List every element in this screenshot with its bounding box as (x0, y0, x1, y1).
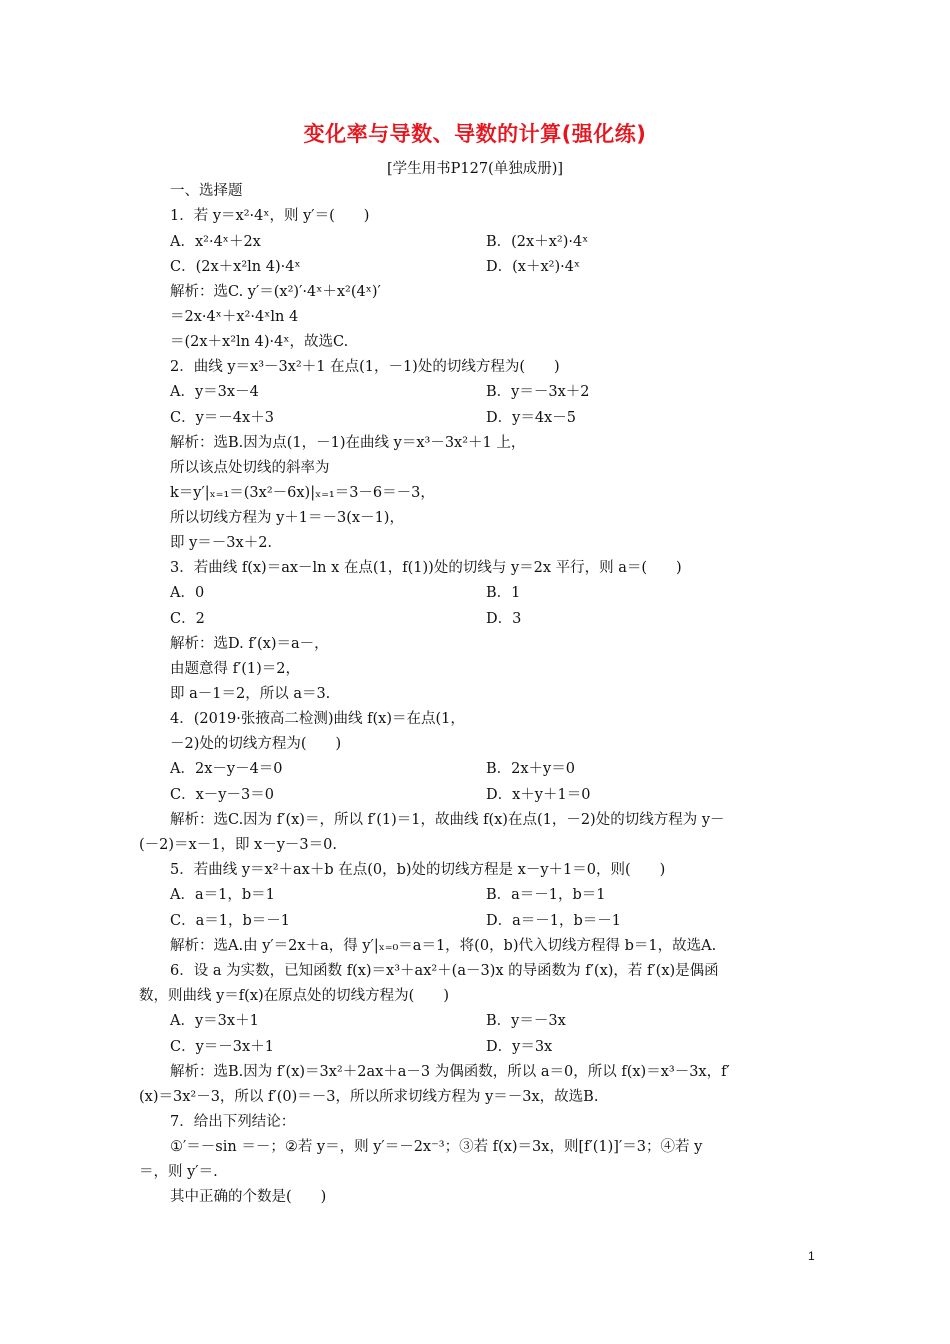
text-line: D．x＋y＋1＝0 (486, 787, 591, 803)
text-line: B．1 (486, 585, 521, 601)
text-line: 7．给出下列结论： (170, 1114, 296, 1130)
text-line: 5．若曲线 y＝x²＋ax＋b 在点(0，b)处的切线方程是 x－y＋1＝0，则( ) (170, 862, 666, 878)
text-line: ＝，则 y′＝. (139, 1164, 218, 1180)
text-line: (x)＝3x²－3，所以 f′(0)＝－3，所以所求切线方程为 y＝－3x，故选B. (139, 1089, 599, 1105)
text-line: B．a＝－1，b＝1 (486, 887, 606, 903)
text-line: C．a＝1，b＝－1 (170, 913, 290, 929)
text-line: 即 y＝－3x＋2. (170, 535, 273, 551)
text-line: 解析：选D. f′(x)＝a－， (170, 636, 329, 652)
text-line: 2．曲线 y＝x³－3x²＋1 在点(1，－1)处的切线方程为( ) (170, 359, 560, 375)
text-line: C．x－y－3＝0 (170, 787, 274, 803)
text-line: 所以该点处切线的斜率为 (170, 460, 330, 476)
text-line: 解析：选B.因为 f′(x)＝3x²＋2ax＋a－3 为偶函数，所以 a＝0，所以 f(x)＝x³－3x，f′ (170, 1064, 730, 1080)
text-line: 由题意得 f′(1)＝2， (170, 661, 301, 677)
section-heading: 一、选择题 (170, 183, 243, 199)
text-line: 1．若 y＝x²·4ˣ，则 y′＝( ) (170, 208, 370, 224)
text-line: D．(x＋x²)·4ˣ (486, 259, 581, 275)
text-line: 6．设 a 为实数，已知函数 f(x)＝x³＋ax²＋(a－3)x 的导函数为 f′(x)，若 f′(x)是偶函 (170, 963, 719, 979)
text-line: 3．若曲线 f(x)＝ax－ln x 在点(1，f(1))处的切线与 y＝2x 平行，则 a＝( ) (170, 560, 682, 576)
text-line: 解析：选C.因为 f′(x)＝，所以 f′(1)＝1，故曲线 f(x)在点(1，－2)处的切线方程为 y－ (170, 812, 725, 828)
text-line: 数，则曲线 y＝f(x)在原点处的切线方程为( ) (139, 988, 449, 1004)
text-line: 解析：选A.由 y′＝2x＋a，得 y′|ₓ₌₀＝a＝1，将(0，b)代入切线方程得 b＝1，故选A. (170, 938, 717, 954)
text-line: 解析：选C. y′＝(x²)′·4ˣ＋x²(4ˣ)′ (170, 284, 381, 300)
document-subtitle: [学生用书P127(单独成册)] (386, 161, 564, 177)
text-line: A．y＝3x＋1 (170, 1013, 259, 1029)
text-line: 即 a－1＝2，所以 a＝3. (170, 686, 331, 702)
text-line: C．2 (170, 611, 205, 627)
text-line: C．y＝－4x＋3 (170, 410, 274, 426)
text-line: 解析：选B.因为点(1，－1)在曲线 y＝x³－3x²＋1 上， (170, 435, 526, 451)
text-line: ①′＝－sin ＝－；②若 y＝，则 y′＝－2x⁻³；③若 f(x)＝3x，则[f′(1)]′＝3；④若 y (170, 1139, 703, 1155)
text-line: 其中正确的个数是( ) (170, 1189, 327, 1205)
text-line: B．y＝－3x (486, 1013, 566, 1029)
text-line: A．y＝3x－4 (170, 384, 259, 400)
text-line: B．y＝－3x＋2 (486, 384, 590, 400)
text-line: －2)处的切线方程为( ) (170, 736, 342, 752)
text-line: C．(2x＋x²ln 4)·4ˣ (170, 259, 301, 275)
text-line: A．2x－y－4＝0 (170, 761, 283, 777)
text-line: k＝y′|ₓ₌₁＝(3x²－6x)|ₓ₌₁＝3－6＝－3， (170, 485, 435, 501)
text-line: ＝2x·4ˣ＋x²·4ˣln 4 (170, 309, 299, 325)
text-line: (－2)＝x－1，即 x－y－3＝0. (139, 837, 337, 853)
document-title: 变化率与导数、导数的计算(强化练) (303, 122, 647, 146)
text-line: D．y＝4x－5 (486, 410, 576, 426)
text-line: D．a＝－1，b＝－1 (486, 913, 622, 929)
text-line: A．0 (170, 585, 205, 601)
text-line: C．y＝－3x＋1 (170, 1039, 274, 1055)
text-line: D．3 (486, 611, 522, 627)
text-line: ＝(2x＋x²ln 4)·4ˣ，故选C. (170, 334, 349, 350)
text-line: 4．(2019·张掖高二检测)曲线 f(x)＝在点(1， (170, 711, 465, 727)
text-line: A．x²·4ˣ＋2x (170, 234, 261, 250)
text-line: D．y＝3x (486, 1039, 553, 1055)
page-number: 1 (808, 1249, 815, 1263)
text-line: B．2x＋y＝0 (486, 761, 575, 777)
text-line: A．a＝1，b＝1 (170, 887, 275, 903)
text-line: B．(2x＋x²)·4ˣ (486, 234, 589, 250)
text-line: 所以切线方程为 y＋1＝－3(x－1)， (170, 510, 404, 526)
